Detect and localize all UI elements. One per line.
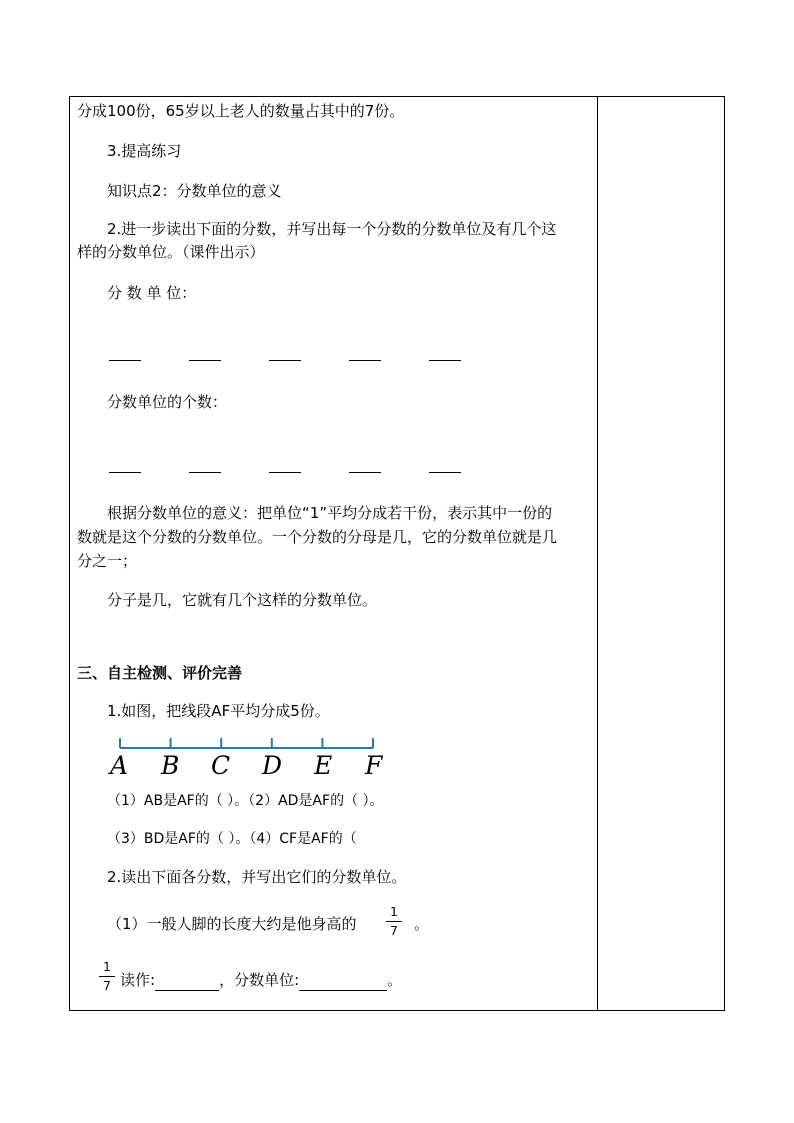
fraction-one-seventh-second: [99, 960, 115, 993]
segment-label-b: B: [161, 751, 180, 780]
read-as-blank: [155, 970, 219, 991]
answer-blank: [189, 360, 221, 361]
fraction-denominator: 7: [103, 979, 111, 993]
answer-blank: [429, 472, 461, 473]
column-divider: [597, 96, 598, 1011]
segment-label-a: A: [110, 751, 129, 780]
fraction-unit-answer-label: ，分数单位:: [219, 971, 300, 989]
segment-diagram: [110, 736, 380, 752]
reading-answer-row: [120, 970, 402, 991]
text-numerator-rule: 分子是几，它就有几个这样的分数单位。: [107, 591, 378, 609]
text-question-2-item-1: （1）一般人脚的长度大约是他身高的: [107, 915, 357, 933]
answer-blank: [189, 472, 221, 473]
text-fraction-unit-label: 分 数 单 位：: [107, 284, 197, 302]
segment-label-d: D: [262, 751, 283, 780]
text-definition-b: 数就是这个分数的分数单位。一个分数的分母是几，它的分数单位就是几: [77, 528, 558, 546]
text-question-1-parts-b: （3）BD是AF的（ ）。（4）CF是AF的（: [107, 831, 357, 847]
text-line-1: 分成100份，65岁以上老人的数量占其中的7份。: [77, 102, 405, 120]
read-as-label: 读作:: [120, 971, 156, 989]
answer-blank: [109, 472, 141, 473]
text-definition-a: 根据分数单位的意义：把单位“1”平均分成若干份，表示其中一份的: [107, 504, 553, 522]
text-task-2a: 2.进一步读出下面的分数，并写出每一个分数的分数单位及有几个这: [107, 220, 557, 238]
text-definition-c: 分之一；: [77, 552, 138, 570]
text-unit-count-label: 分数单位的个数：: [107, 393, 228, 411]
answer-blank: [429, 360, 461, 361]
fraction-bar: [99, 976, 115, 977]
answer-blank: [269, 472, 301, 473]
text-task-2b: 样的分数单位。（课件出示）: [77, 243, 265, 261]
segment-label-f: F: [365, 751, 383, 780]
segment-label-c: C: [211, 751, 231, 780]
text-question-1-parts-a: （1）AB是AF的（ ）。（2）AD是AF的（ ）。: [107, 793, 384, 809]
section-heading-3: 三、自主检测、评价完善: [77, 664, 243, 682]
answer-blank: [109, 360, 141, 361]
segment-label-e: E: [314, 751, 333, 780]
fraction-numerator: 1: [103, 960, 111, 974]
text-question-1: 1.如图，把线段AF平均分成5份。: [107, 702, 330, 720]
text-question-2: 2.读出下面各分数，并写出它们的分数单位。: [107, 868, 407, 886]
fraction-numerator: 1: [390, 905, 398, 919]
fraction-one-seventh: [386, 905, 402, 938]
fraction-unit-blank: [299, 970, 387, 991]
text-period: 。: [414, 915, 430, 933]
answer-blank: [349, 360, 381, 361]
answer-blank: [269, 360, 301, 361]
fraction-bar: [386, 921, 402, 922]
end-period: 。: [387, 971, 403, 989]
text-practice-heading: 3.提高练习: [107, 142, 182, 160]
fraction-denominator: 7: [390, 924, 398, 938]
text-knowledge-point: 知识点2：分数单位的意义: [107, 182, 282, 200]
answer-blank: [349, 472, 381, 473]
